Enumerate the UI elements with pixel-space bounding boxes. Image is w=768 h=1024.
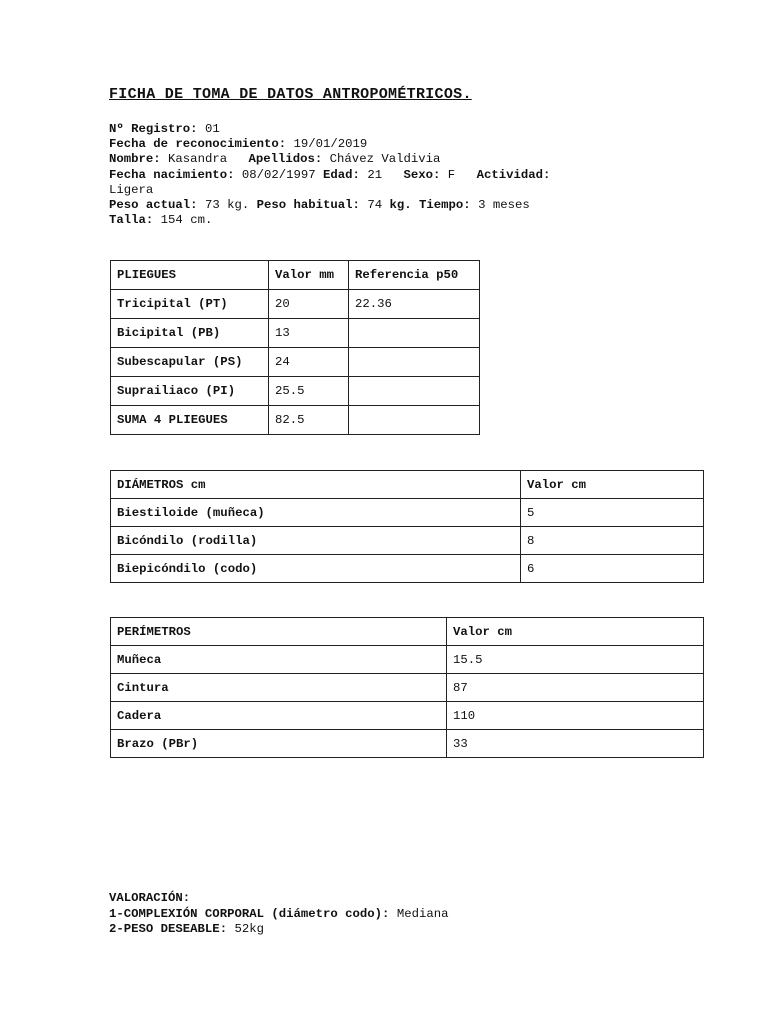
- document-title: FICHA DE TOMA DE DATOS ANTROPOMÉTRICOS.: [109, 86, 472, 103]
- talla-label: Talla:: [109, 213, 154, 228]
- diametros-table: [110, 470, 704, 583]
- peso-habitual-label: Peso habitual:: [256, 198, 360, 213]
- row-label: Suprailiaco (PI): [111, 377, 269, 406]
- sexo-label: Sexo:: [403, 167, 441, 182]
- actividad-label: Actividad:: [476, 167, 551, 182]
- registro-line: [109, 122, 669, 137]
- table-row: [111, 555, 704, 583]
- row-value: 5: [521, 499, 704, 527]
- header-cell: Referencia p50: [349, 261, 480, 290]
- fecha-reconocimiento-value: 19/01/2019: [293, 137, 368, 152]
- row-label: Brazo (PBr): [111, 730, 447, 758]
- table-row: [111, 527, 704, 555]
- edad-label: Edad:: [323, 167, 360, 182]
- patient-info: [109, 122, 669, 228]
- tiempo-label: Tiempo:: [419, 198, 471, 213]
- peso-actual-value: 73 kg.: [204, 198, 250, 213]
- tiempo-value: 3 meses: [478, 198, 530, 213]
- apellidos-value: Chávez Valdivia: [329, 152, 441, 167]
- nacimiento-line: [109, 168, 669, 183]
- actividad-value: Ligera: [109, 182, 154, 197]
- table-row: [111, 702, 704, 730]
- row-label: Muñeca: [111, 646, 447, 674]
- row-value: 33: [447, 730, 704, 758]
- peso-habitual-value: 74: [367, 198, 383, 213]
- fecha-nacimiento-label: Fecha nacimiento:: [109, 167, 235, 182]
- complexion-value: Mediana: [396, 906, 449, 921]
- row-label: SUMA 4 PLIEGUES: [111, 406, 269, 435]
- talla-line: [109, 213, 669, 228]
- header-cell: Valor cm: [447, 618, 704, 646]
- table-row: [111, 348, 480, 377]
- valoracion-heading: VALORACIÓN:: [109, 891, 191, 905]
- fecha-nacimiento-value: 08/02/1997: [241, 167, 316, 182]
- row-value: 87: [447, 674, 704, 702]
- nombre-label: Nombre:: [109, 152, 161, 167]
- nombre-line: [109, 152, 669, 167]
- row-label: Bicóndilo (rodilla): [111, 527, 521, 555]
- peso-line: [109, 198, 669, 213]
- header-cell: Valor cm: [521, 471, 704, 499]
- talla-value: 154 cm.: [160, 213, 213, 228]
- peso-deseable-value: 52kg: [234, 922, 264, 936]
- table-row: [111, 290, 480, 319]
- header-cell: PERÍMETROS: [111, 618, 447, 646]
- row-reference: 22.36: [349, 290, 480, 319]
- header-cell: Valor mm: [269, 261, 349, 290]
- fecha-reconocimiento-label: Fecha de reconocimiento:: [109, 137, 287, 152]
- row-value: 110: [447, 702, 704, 730]
- table-row: [111, 406, 480, 435]
- table-header-row: [111, 261, 480, 290]
- edad-value: 21: [367, 167, 383, 182]
- valoracion-heading-line: [109, 891, 448, 907]
- row-label: Cintura: [111, 674, 447, 702]
- complexion-label: 1-COMPLEXIÓN CORPORAL (diámetro codo):: [109, 906, 390, 921]
- table-row: [111, 499, 704, 527]
- row-reference: [349, 348, 480, 377]
- row-value: 24: [269, 348, 349, 377]
- peso-habitual-unit: kg.: [389, 198, 412, 213]
- table-row: [111, 730, 704, 758]
- row-value: 13: [269, 319, 349, 348]
- header-cell: DIÁMETROS cm: [111, 471, 521, 499]
- row-value: 15.5: [447, 646, 704, 674]
- fecha-reconocimiento-line: [109, 137, 669, 152]
- row-value: 8: [521, 527, 704, 555]
- peso-actual-label: Peso actual:: [109, 198, 198, 213]
- actividad-value-line: [109, 183, 669, 198]
- registro-value: 01: [204, 122, 220, 136]
- nombre-value: Kasandra: [168, 152, 228, 167]
- header-cell: PLIEGUES: [111, 261, 269, 290]
- pliegues-table: [110, 260, 480, 435]
- row-value: 82.5: [269, 406, 349, 435]
- row-reference: [349, 319, 480, 348]
- row-label: Bicipital (PB): [111, 319, 269, 348]
- row-reference: [349, 377, 480, 406]
- sexo-value: F: [447, 167, 456, 182]
- table-row: [111, 674, 704, 702]
- table-header-row: [111, 618, 704, 646]
- peso-deseable-label: 2-PESO DESEABLE:: [109, 922, 228, 936]
- perimetros-table: [110, 617, 704, 758]
- row-label: Biepicóndilo (codo): [111, 555, 521, 583]
- complexion-line: [109, 907, 448, 923]
- peso-deseable-line: [109, 922, 448, 938]
- table-row: [111, 646, 704, 674]
- row-label: Tricipital (PT): [111, 290, 269, 319]
- row-label: Biestiloide (muñeca): [111, 499, 521, 527]
- valoracion-section: [109, 891, 448, 938]
- row-reference: [349, 406, 480, 435]
- apellidos-label: Apellidos:: [248, 152, 323, 167]
- row-value: 6: [521, 555, 704, 583]
- row-label: Cadera: [111, 702, 447, 730]
- table-header-row: [111, 471, 704, 499]
- table-row: [111, 319, 480, 348]
- row-value: 25.5: [269, 377, 349, 406]
- table-row: [111, 377, 480, 406]
- registro-label: Nº Registro:: [109, 122, 198, 136]
- row-label: Subescapular (PS): [111, 348, 269, 377]
- row-value: 20: [269, 290, 349, 319]
